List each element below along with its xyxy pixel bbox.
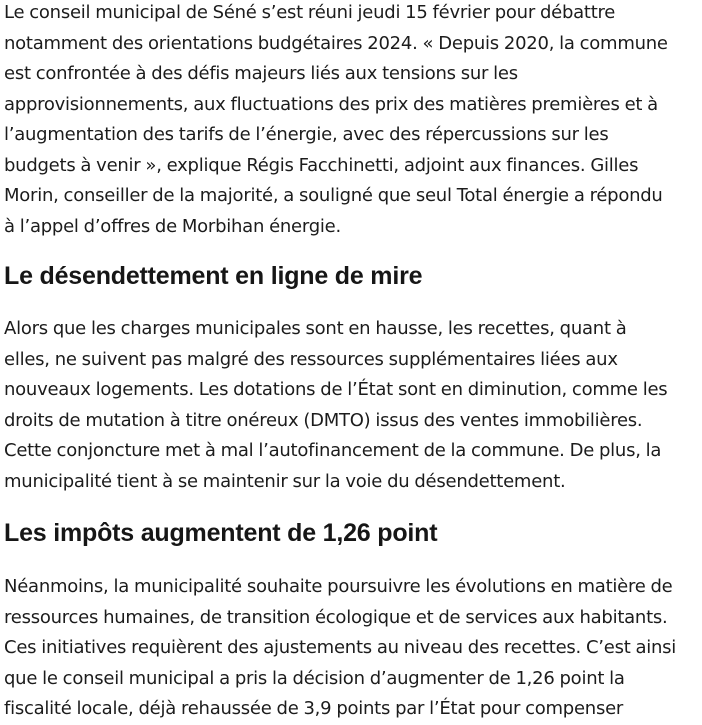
section-heading-impots: Les impôts augmentent de 1,26 point bbox=[4, 519, 438, 547]
paragraph-line: notamment des orientations budgétaires 2024. « Depuis 2020, la commune bbox=[4, 32, 668, 54]
paragraph-line: Le conseil municipal de Séné s’est réuni jeudi 15 février pour débattre bbox=[4, 2, 616, 23]
article-paragraph-3 bbox=[4, 572, 676, 725]
paragraph-line: est confrontée à des défis majeurs liés aux tensions sur les bbox=[4, 63, 518, 84]
paragraph-line: que le conseil municipal a pris la décision d’augmenter de 1,26 point la bbox=[4, 667, 625, 689]
article-paragraph-2 bbox=[4, 314, 667, 497]
paragraph-line: Alors que les charges municipales sont en hausse, les recettes, quant à bbox=[4, 318, 627, 339]
paragraph-line: Néanmoins, la municipalité souhaite poursuivre les évolutions en matière de bbox=[4, 576, 673, 597]
paragraph-line: Ces initiatives requièrent des ajustements au niveau des recettes. C’est ainsi bbox=[4, 637, 677, 658]
article-paragraph-1 bbox=[4, 0, 668, 242]
section-heading-desendettement: Le désendettement en ligne de mire bbox=[4, 262, 423, 290]
paragraph-line: municipalité tient à se maintenir sur la voie du désendettement. bbox=[4, 470, 566, 492]
paragraph-line: fiscalité locale, déjà rehaussée de 3,9 points par l’État pour compenser bbox=[4, 698, 624, 719]
paragraph-line: budgets à venir », explique Régis Facchinetti, adjoint aux finances. Gilles bbox=[4, 154, 639, 176]
paragraph-line: à l’appel d’offres de Morbihan énergie. bbox=[4, 215, 341, 237]
paragraph-line: droits de mutation à titre onéreux (DMTO) issus des ventes immobilières. bbox=[4, 409, 643, 431]
paragraph-line: Cette conjoncture met à mal l’autofinancement de la commune. De plus, la bbox=[4, 440, 662, 461]
paragraph-line: ressources humaines, de transition écologique et de services aux habitants. bbox=[4, 606, 668, 628]
paragraph-line: nouveaux logements. Les dotations de l’État sont en diminution, comme les bbox=[4, 379, 668, 400]
paragraph-line: elles, ne suivent pas malgré des ressources supplémentaires liées aux bbox=[4, 348, 618, 370]
paragraph-line: l’augmentation des tarifs de l’énergie, avec des répercussions sur les bbox=[4, 124, 609, 145]
paragraph-line: Morin, conseiller de la majorité, a souligné que seul Total énergie a répondu bbox=[4, 185, 663, 206]
paragraph-line: approvisionnements, aux fluctuations des prix des matières premières et à bbox=[4, 93, 658, 115]
